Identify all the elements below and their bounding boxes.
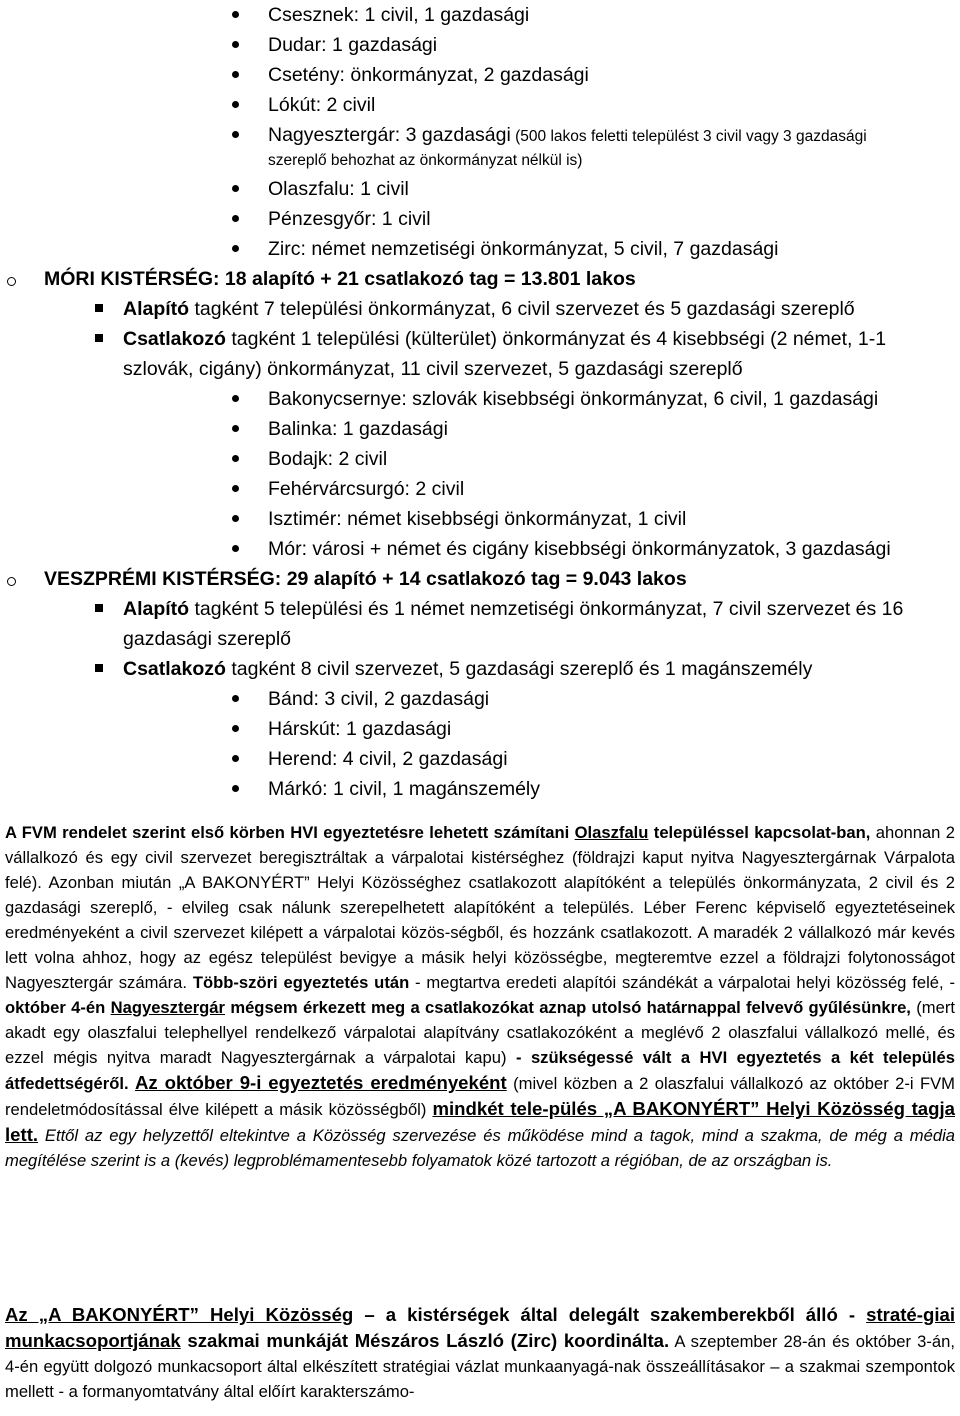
list-item-text: Balinka: 1 gazdasági xyxy=(268,418,448,440)
bullet-icon xyxy=(232,755,239,762)
list-item-text: Dudar: 1 gazdasági xyxy=(268,34,438,56)
list-item-text: Márkó: 1 civil, 1 magánszemély xyxy=(268,778,541,800)
list-item-text: Fehérvárcsurgó: 2 civil xyxy=(268,478,465,500)
list-item-text: Bánd: 3 civil, 2 gazdasági xyxy=(268,688,490,710)
square-bullet-icon xyxy=(95,304,103,312)
list-item-text: Pénzesgyőr: 1 civil xyxy=(268,208,431,230)
list-item-text: Isztimér: német kisebbségi önkormányzat, 1 civil xyxy=(268,508,687,530)
list-item-text: Hárskút: 1 gazdasági xyxy=(268,718,452,740)
bullet-icon xyxy=(232,515,239,522)
list-item-text: Herend: 4 civil, 2 gazdasági xyxy=(268,748,508,770)
bullet-icon xyxy=(232,185,239,192)
bullet-icon xyxy=(232,395,239,402)
list-item-text: Csesznek: 1 civil, 1 gazdasági xyxy=(268,4,530,26)
bullet-icon xyxy=(232,455,239,462)
bullet-icon xyxy=(232,245,239,252)
paragraph-munkacsoport: Az „A BAKONYÉRT” Helyi Közösség – a kistérségek által delegált szakemberekből álló - straté-giai munkacsoportjának szakmai munkáját Mészáros László (Zirc) koordinálta. A szeptember 28-án és október 3-án, 4-én együtt dolgozó munkacsoport által elkészített stratégiai vázlat munkaanyagá-nak összeállításakor – a szakmai szempontok mellett - a formanyomtatvány által előírt karakterszámo- xyxy=(5,1304,956,1401)
list-item-text: Mór: városi + német és cigány kisebbségi önkormányzatok, 3 gazdasági xyxy=(268,538,891,560)
circle-bullet-icon xyxy=(7,577,16,586)
bullet-icon xyxy=(232,785,239,792)
square-bullet-icon xyxy=(95,604,103,612)
list-item-text: Zirc: német nemzetiségi önkormányzat, 5 civil, 7 gazdasági xyxy=(268,238,779,260)
bullet-icon xyxy=(232,485,239,492)
bullet-icon xyxy=(232,101,239,108)
bullet-icon xyxy=(232,725,239,732)
list-item-text: Nagyesztergár: 3 gazdasági (500 lakos feletti települést 3 civil vagy 3 gazdasági xyxy=(268,124,867,146)
bullet-icon xyxy=(232,545,239,552)
list-item-text: Bakonycsernye: szlovák kisebbségi önkormányzat, 6 civil, 1 gazdasági xyxy=(268,388,879,410)
bullet-icon xyxy=(232,695,239,702)
bullet-icon xyxy=(232,41,239,48)
square-bullet-icon xyxy=(95,664,103,672)
list-item-text: Lókút: 2 civil xyxy=(268,94,376,116)
bullet-icon xyxy=(232,11,239,18)
list-item-text: Bodajk: 2 civil xyxy=(268,448,388,470)
bullet-icon xyxy=(232,131,239,138)
circle-bullet-icon xyxy=(7,277,16,286)
bullet-icon xyxy=(232,71,239,78)
bullet-icon xyxy=(232,215,239,222)
paragraph-olaszfalu: A FVM rendelet szerint első körben HVI egyeztetésre lehetett számítani Olaszfalu településsel kapcsolat-ban, ahonnan 2 vállalkozó és egy civil szervezet beregisztráltak a várpalotai kistérséghez (földrajzi kaput nyitva Nagyesztergárnak Várpalota felé). Azonban miután „A BAKONYÉRT” Helyi Közösséghez csatlakozott alapítóként a település önkormányzata, 2 civil és 2 gazdasági szereplő, - elvileg csak nálunk szerepelhetett alapítóként a település. Léber Ferenc képviselő egyeztetéseinek eredményeként a civil szervezet kilépett a várpalotai közös-ségből, és hozzánk csatlakozott. A maradék 2 vállalkozó már kevés lett volna ahhoz, hogy az egész települést bevigye a másik helyi közösségbe, megteremtve ezzel a földrajzi folytonosságot Nagyesztergár számára. Több-szöri egyeztetés után - megtartva eredeti alapítói szándékát a várpalotai helyi közösség felé, - október 4-én Nagyesztergár mégsem érkezett meg a csatlakozókat aznap utolsó határnappal felvevő gyűlésünkre, (mert akadt egy olaszfalui telephellyel rendelkező várpalotai alapítvány csatlakozóként a meglévő 2 olaszfalui vállalkozó mellé, és ezzel mégis nyitva maradt Nagyesztergárnak a várpalotai kapu) - szükségessé vált a HVI egyeztetés a két település átfedettségéről. Az október 9-i egyeztetés eredményeként (mivel közben a 2 olaszfalui vállalkozó az október 2-i FVM rendeletmódosítással élve kilépett a másik közösségből) mindkét tele-pülés „A BAKONYÉRT” Helyi Közösség tagja lett. Ettől az egy helyzettől eltekintve a Közösség szervezése és működése mind a tagok, mind a szakma, de még a média megítélése szerint is a (kevés) legproblémamentesebb folyamatok közé tartozott a régióban, de az országban is. xyxy=(5,823,955,1170)
list-item-text: Olaszfalu: 1 civil xyxy=(268,178,409,200)
bullet-icon xyxy=(232,425,239,432)
list-item-text: Csetény: önkormányzat, 2 gazdasági xyxy=(268,64,589,86)
square-bullet-icon xyxy=(95,334,103,342)
